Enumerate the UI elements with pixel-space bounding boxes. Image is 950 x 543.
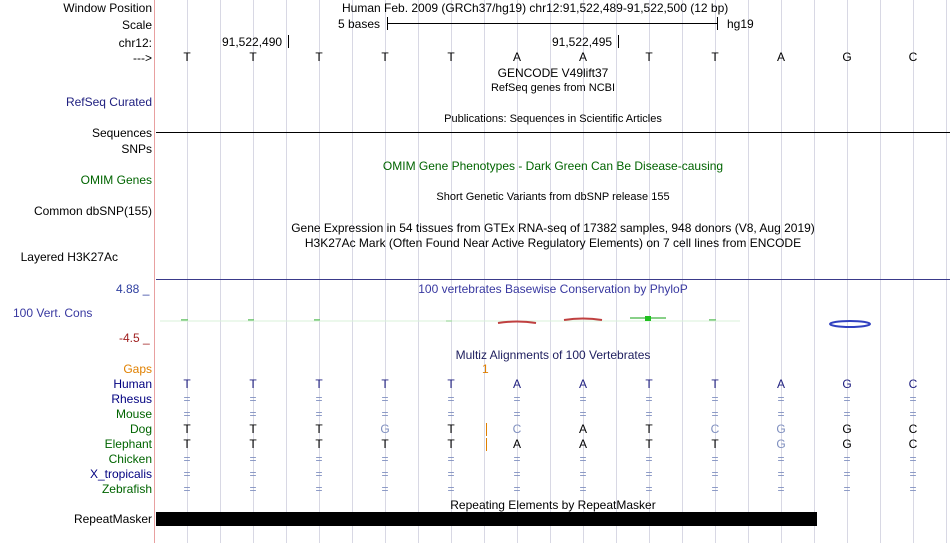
alignment-base: C — [908, 422, 918, 436]
sequence-base: T — [249, 50, 257, 64]
alignment-base: = — [645, 452, 653, 466]
alignment-base: T — [183, 437, 191, 451]
alignment-base: T — [645, 422, 653, 436]
alignment-base: = — [381, 467, 389, 481]
alignment-base: C — [908, 437, 918, 451]
alignment-base: = — [777, 407, 785, 421]
alignment-base: T — [381, 377, 389, 391]
alignment-base: = — [381, 452, 389, 466]
alignment-base: = — [843, 407, 851, 421]
h3k27ac-track-title[interactable]: H3K27Ac Mark (Often Found Near Active Regulatory Elements) on 7 cell lines from ENCODE — [304, 236, 802, 250]
alignment-base: = — [447, 467, 455, 481]
alignment-base: T — [183, 422, 191, 436]
alignment-base: T — [711, 377, 719, 391]
alignment-base: = — [645, 407, 653, 421]
alignment-base: T — [315, 377, 323, 391]
alignment-base: T — [645, 437, 653, 451]
alignment-base: A — [512, 437, 521, 451]
alignment-base: = — [249, 467, 257, 481]
alignment-base: = — [249, 452, 257, 466]
alignment-base: = — [381, 482, 389, 496]
alignment-base: = — [579, 392, 587, 406]
multiz-track-title[interactable]: Multiz Alignments of 100 Vertebrates — [455, 348, 651, 362]
alignment-base: = — [513, 482, 521, 496]
alignment-base: = — [447, 482, 455, 496]
publications-track-title[interactable]: Publications: Sequences in Scientific Articles — [444, 113, 662, 125]
alignment-base: = — [579, 452, 587, 466]
refseq-curated-label[interactable]: RefSeq Curated — [65, 95, 152, 109]
common-dbsnp-label[interactable]: Common dbSNP(155) — [33, 204, 152, 218]
sequence-base: T — [315, 50, 323, 64]
cons-mark — [564, 319, 602, 321]
alignment-base: = — [645, 482, 653, 496]
alignment-base: T — [315, 422, 323, 436]
alignment-base: T — [183, 377, 191, 391]
alignment-base: = — [447, 392, 455, 406]
conservation-min-value: -4.5 _ — [119, 331, 150, 345]
species-label-chicken[interactable]: Chicken — [108, 452, 152, 466]
alignment-base: = — [183, 482, 191, 496]
alignment-base: = — [513, 452, 521, 466]
alignment-base: = — [711, 482, 719, 496]
layered-h3k27ac-label[interactable]: Layered H3K27Ac — [20, 250, 118, 264]
dbsnp-track-title[interactable]: Short Genetic Variants from dbSNP release 155 — [436, 191, 670, 203]
species-label-dog[interactable]: Dog — [129, 422, 152, 436]
alignment-base: = — [645, 392, 653, 406]
sequence-base: G — [842, 50, 852, 64]
repeatmasker-label[interactable]: RepeatMasker — [73, 512, 152, 526]
alignment-base: T — [447, 377, 455, 391]
alignment-base: = — [711, 407, 719, 421]
alignment-base: G — [842, 437, 852, 451]
sequence-base: C — [908, 50, 918, 64]
alignment-base: = — [645, 467, 653, 481]
gencode-track-title[interactable]: GENCODE V49lift37 — [497, 66, 609, 80]
alignment-base: = — [249, 482, 257, 496]
sequence-base: A — [512, 50, 521, 64]
alignment-base: G — [842, 422, 852, 436]
sequence-base: T — [381, 50, 389, 64]
repeatmasker-track-title[interactable]: Repeating Elements by RepeatMasker — [450, 498, 656, 512]
alignment-base: = — [843, 392, 851, 406]
omim-track-title[interactable]: OMIM Gene Phenotypes - Dark Green Can Be Disease-causing — [382, 159, 724, 173]
alignment-base: = — [579, 407, 587, 421]
alignment-base: = — [909, 482, 917, 496]
alignment-base: A — [578, 377, 587, 391]
alignment-base: = — [909, 467, 917, 481]
sequence-base: T — [711, 50, 719, 64]
alignment-base: T — [447, 437, 455, 451]
alignment-base: T — [315, 437, 323, 451]
gap-count: 1 — [482, 362, 489, 376]
alignment-base: T — [711, 437, 719, 451]
alignment-base: T — [381, 437, 389, 451]
window-position-value: Human Feb. 2009 (GRCh37/hg19) chr12:91,522,489-91,522,500 (12 bp) — [342, 1, 729, 15]
alignment-base: = — [381, 392, 389, 406]
alignment-base: = — [909, 407, 917, 421]
gtex-track-title[interactable]: Gene Expression in 54 tissues from GTEx RNA-seq of 17382 samples, 948 donors (V8, Aug 2019) — [291, 221, 815, 235]
alignment-base: = — [183, 467, 191, 481]
alignment-base: = — [777, 392, 785, 406]
position-label-1: 91,522,490 — [222, 35, 283, 49]
window-position-label: Window Position — [63, 1, 152, 15]
conservation-track-title[interactable]: 100 vertebrates Basewise Conservation by PhyloP — [418, 282, 688, 296]
alignment-base: = — [711, 392, 719, 406]
alignment-base: C — [512, 422, 522, 436]
sequence-base: A — [578, 50, 587, 64]
alignment-base: T — [249, 437, 257, 451]
alignment-base: A — [578, 422, 587, 436]
alignment-base: = — [777, 452, 785, 466]
alignment-base: C — [908, 377, 918, 391]
sequences-label[interactable]: Sequences — [91, 126, 152, 140]
alignment-base: = — [249, 392, 257, 406]
gaps-label[interactable]: Gaps — [123, 362, 152, 376]
species-label-elephant[interactable]: Elephant — [104, 437, 152, 451]
alignment-base: T — [249, 377, 257, 391]
alignment-base: = — [513, 467, 521, 481]
alignment-base: = — [513, 407, 521, 421]
alignment-base: = — [513, 392, 521, 406]
alignment-base: = — [315, 392, 323, 406]
alignment-base: = — [183, 392, 191, 406]
snps-label[interactable]: SNPs — [121, 142, 152, 156]
alignment-base: G — [776, 437, 786, 451]
cons-mark — [498, 322, 536, 324]
species-label-human[interactable]: Human — [113, 377, 152, 391]
alignment-base: = — [843, 482, 851, 496]
alignment-base: T — [447, 422, 455, 436]
alignment-base: = — [447, 452, 455, 466]
omim-genes-label[interactable]: OMIM Genes — [80, 173, 152, 187]
chrom-label: chr12: — [118, 36, 152, 50]
conservation-max-value: 4.88 _ — [116, 282, 150, 296]
sequence-base: T — [645, 50, 653, 64]
species-label-zebrafish[interactable]: Zebrafish — [101, 482, 152, 496]
refseq-track-subtitle[interactable]: RefSeq genes from NCBI — [490, 82, 616, 94]
scale-label: Scale — [121, 18, 152, 32]
alignment-base: G — [842, 377, 852, 391]
alignment-base: T — [645, 377, 653, 391]
sequence-base: T — [183, 50, 191, 64]
alignment-base: = — [315, 452, 323, 466]
alignment-base: = — [249, 407, 257, 421]
alignment-base: = — [315, 482, 323, 496]
repeatmasker-bar[interactable] — [156, 512, 817, 526]
alignment-base: = — [315, 407, 323, 421]
alignment-base: T — [249, 422, 257, 436]
species-label-rhesus[interactable]: Rhesus — [111, 392, 152, 406]
alignment-base: = — [315, 467, 323, 481]
strand-label: ---> — [133, 51, 152, 65]
species-label-mouse[interactable]: Mouse — [115, 407, 152, 421]
sequence-base: A — [776, 50, 785, 64]
alignment-base: = — [909, 452, 917, 466]
sequence-base: T — [447, 50, 455, 64]
alignment-base: = — [843, 467, 851, 481]
scale-text: 5 bases — [338, 17, 381, 31]
alignment-base: = — [447, 407, 455, 421]
alignment-base: = — [183, 407, 191, 421]
alignment-base: = — [909, 392, 917, 406]
alignment-base: = — [843, 452, 851, 466]
species-label-x_tropicalis[interactable]: X_tropicalis — [89, 467, 152, 481]
alignment-base: = — [711, 452, 719, 466]
alignment-base: = — [183, 452, 191, 466]
alignment-base: = — [579, 482, 587, 496]
vert-cons-label[interactable]: 100 Vert. Cons — [13, 306, 93, 320]
alignment-base: = — [579, 467, 587, 481]
cons-mark — [830, 321, 870, 327]
cons-mark — [645, 316, 651, 321]
scale-assembly: hg19 — [727, 17, 754, 31]
alignment-base: A — [512, 377, 521, 391]
alignment-base: = — [711, 467, 719, 481]
alignment-base: C — [710, 422, 720, 436]
alignment-base: = — [381, 407, 389, 421]
alignment-base: = — [777, 482, 785, 496]
alignment-base: G — [380, 422, 390, 436]
position-label-2: 91,522,495 — [552, 35, 613, 49]
alignment-base: G — [776, 422, 786, 436]
alignment-base: A — [578, 437, 587, 451]
alignment-base: A — [776, 377, 785, 391]
alignment-base: = — [777, 467, 785, 481]
